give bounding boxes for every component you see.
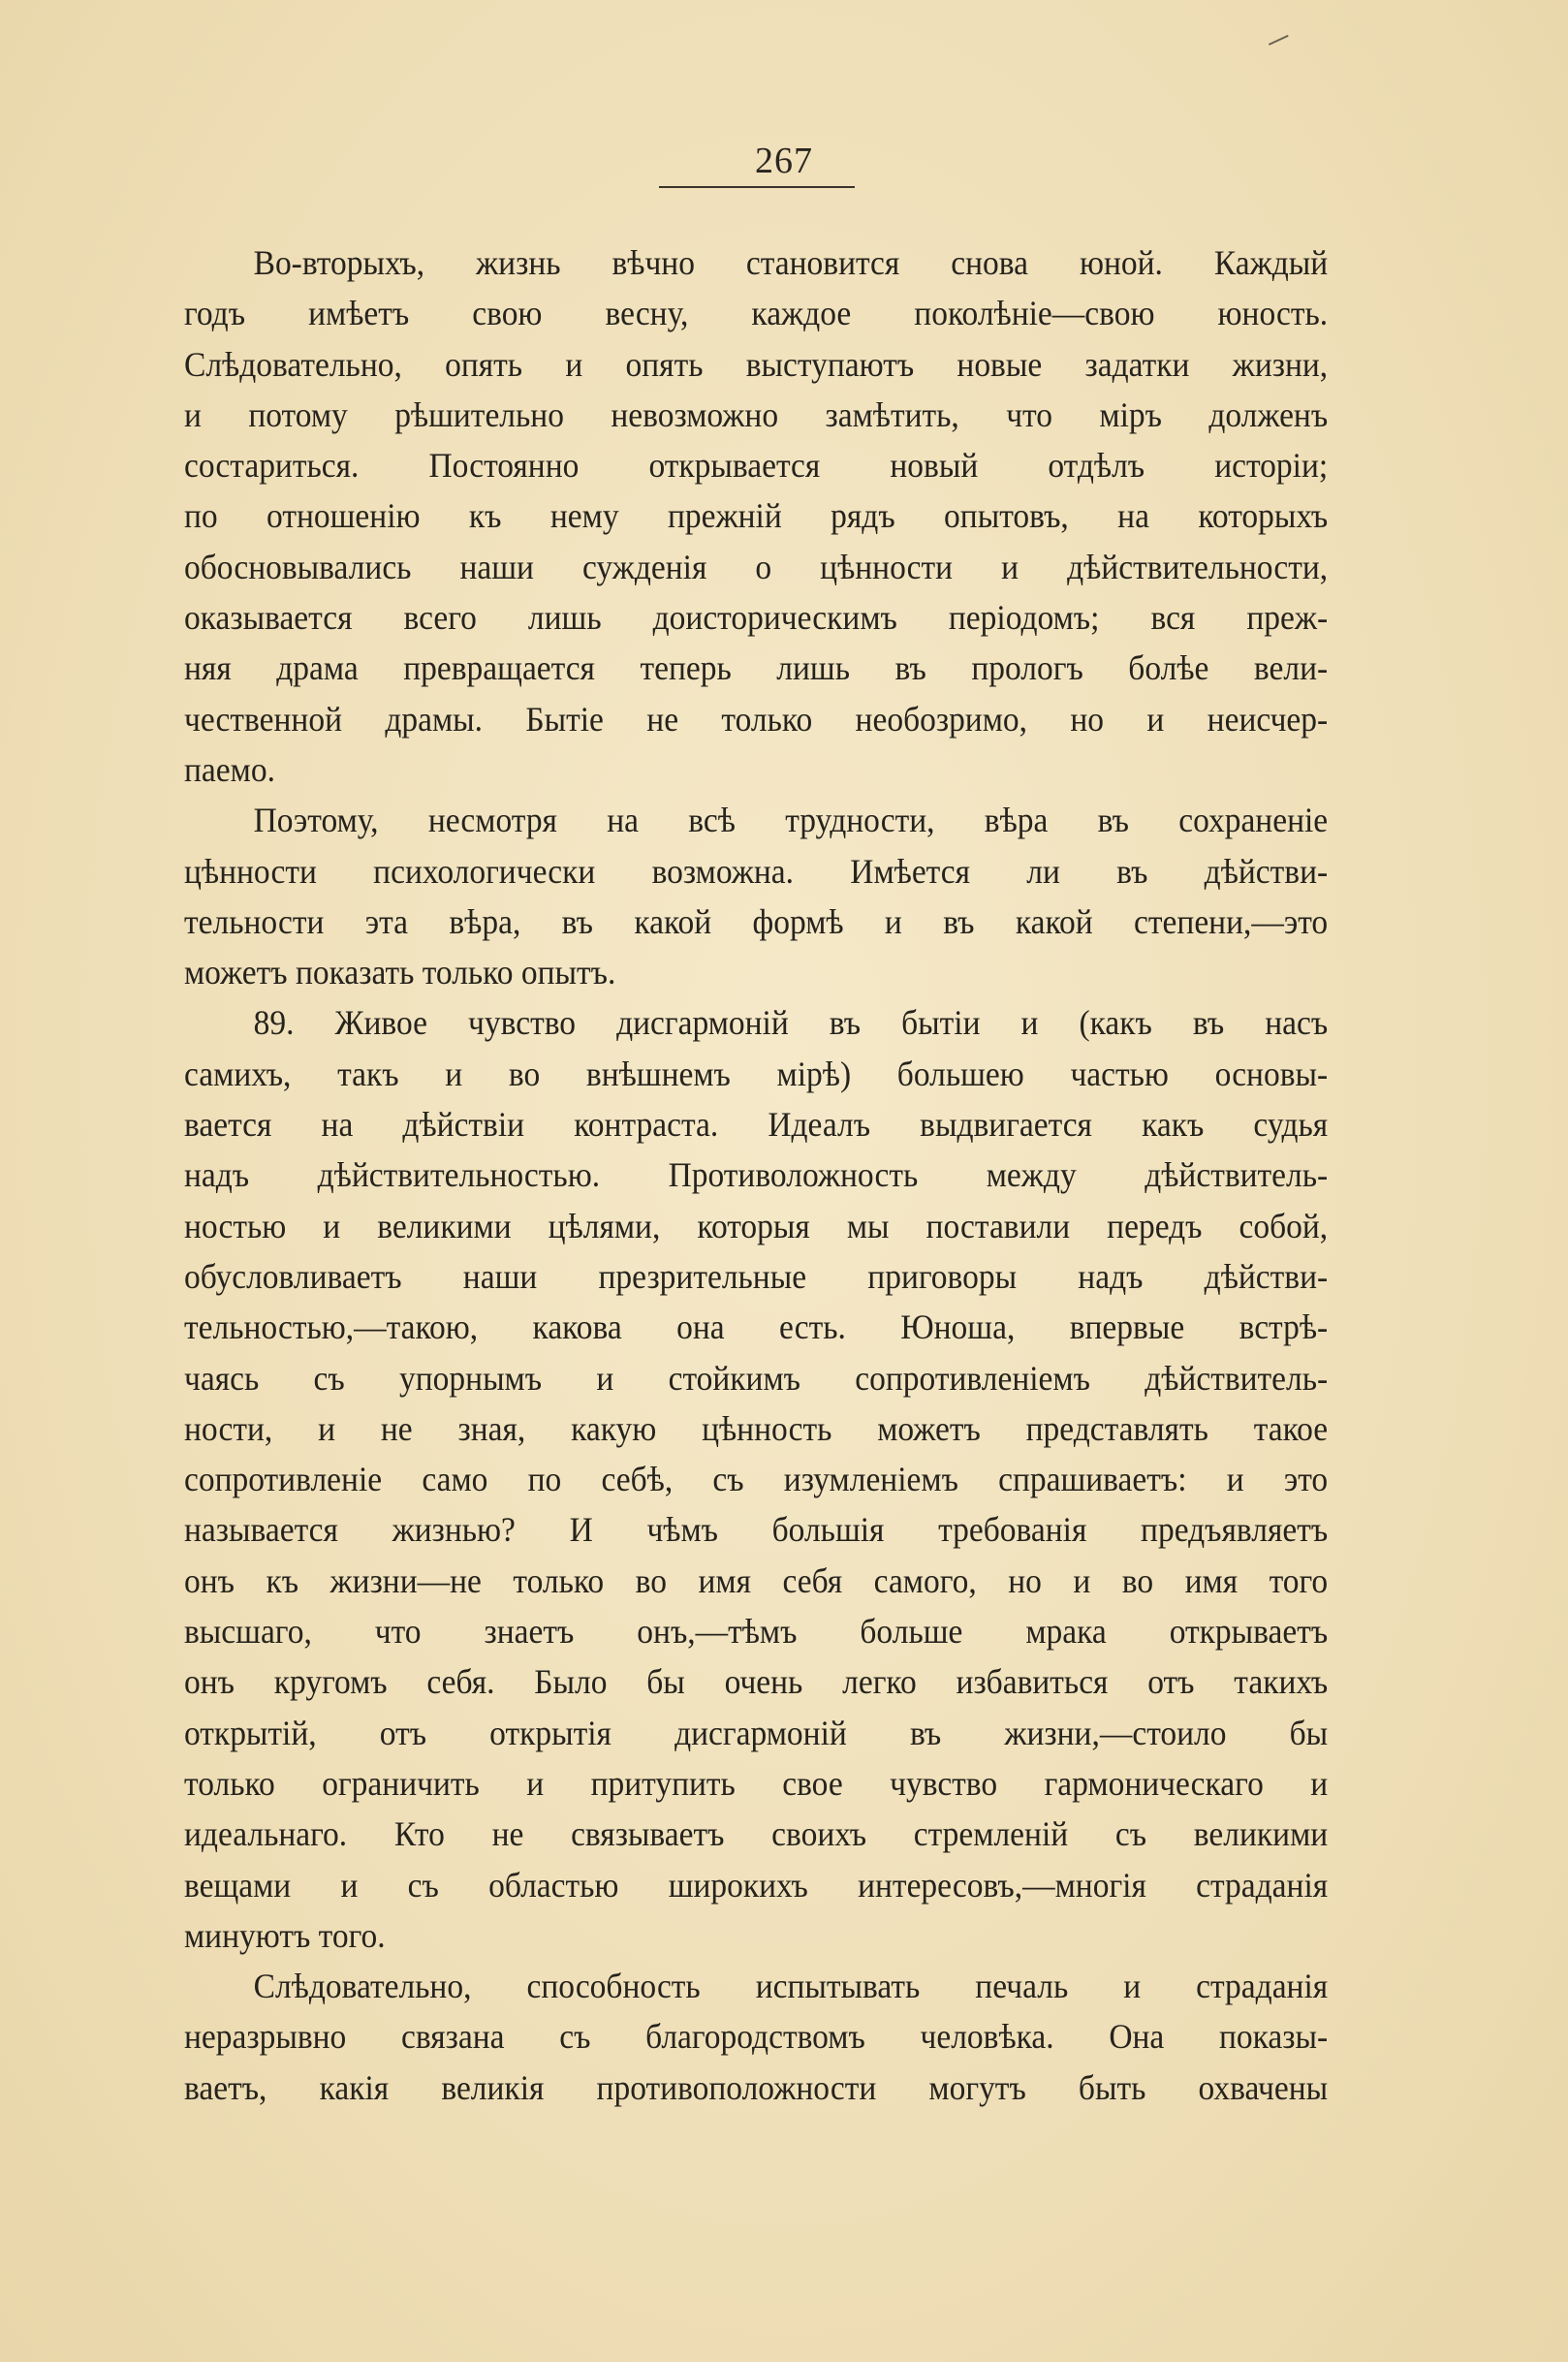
text-line: обусловливаетъ наши презрительные приговоры надъ дѣйстви- — [184, 1256, 1329, 1296]
text-line: неразрывно связана съ благородствомъ человѣка. Она показы- — [184, 2017, 1329, 2057]
paragraph-1 — [184, 237, 1328, 795]
text-line: тельностью,—такою, какова она есть. Юноша, впервые встрѣ- — [184, 1307, 1329, 1347]
header-rule — [659, 186, 855, 188]
paragraph-3 — [184, 997, 1328, 1961]
text-line: Во-вторыхъ, жизнь вѣчно становится снова юной. Каждый — [253, 243, 1329, 282]
text-line: паемо. — [184, 749, 275, 789]
text-line: идеальнаго. Кто не связываетъ своихъ стремленій съ великими — [184, 1814, 1329, 1854]
paragraph-4 — [184, 1961, 1328, 2113]
text-line: можетъ показать только опытъ. — [184, 953, 616, 992]
text-line: обосновывались наши сужденія о цѣнности и дѣйствительности, — [184, 547, 1329, 586]
text-line: надъ дѣйствительностью. Противоложность между дѣйствитель- — [184, 1155, 1329, 1195]
text-line: открытій, отъ открытія дисгармоній въ жизни,—стоило бы — [184, 1713, 1329, 1752]
text-line: сопротивленіе само по себѣ, съ изумленіемъ спрашиваетъ: и это — [184, 1460, 1329, 1499]
text-line: ности, и не зная, какую цѣнность можетъ представлять такое — [184, 1408, 1329, 1448]
text-line: Слѣдовательно, опять и опять выступаютъ новые задатки жизни, — [184, 344, 1329, 384]
text-line: ваетъ, какія великія противоположности могутъ быть охвачены — [184, 2067, 1329, 2107]
text-line: Слѣдовательно, способность испытывать печаль и страданія — [253, 1967, 1329, 2006]
text-line: чественной драмы. Бытіе не только необозримо, но и неисчер- — [184, 699, 1329, 739]
text-line: годъ имѣетъ свою весну, каждое поколѣніе—свою юность. — [184, 294, 1329, 333]
page-header — [0, 140, 1568, 182]
body-text — [184, 237, 1328, 2113]
text-line: няя драма превращается теперь лишь въ прологъ болѣе вели- — [184, 648, 1329, 688]
pencil-mark — [1269, 35, 1292, 52]
text-line: самихъ, такъ и во внѣшнемъ мірѣ) большею частью основы- — [184, 1054, 1329, 1093]
text-line: Поэтому, несмотря на всѣ трудности, вѣра въ сохраненіе — [253, 801, 1329, 840]
text-line: вается на дѣйствіи контраста. Идеалъ выдвигается какъ судья — [184, 1105, 1329, 1145]
text-line: тельности эта вѣра, въ какой формѣ и въ какой степени,—это — [184, 901, 1329, 941]
text-line: состариться. Постоянно открывается новый отдѣлъ исторіи; — [184, 446, 1329, 486]
text-line: онъ къ жизни—не только во имя себя самого, но и во имя того — [184, 1560, 1329, 1600]
text-line: оказывается всего лишь доисторическимъ періодомъ; вся преж- — [184, 598, 1329, 638]
text-line: 89. Живое чувство дисгармоній въ бытіи и (какъ въ насъ — [253, 1003, 1329, 1043]
text-line: и потому рѣшительно невозможно замѣтить, что міръ долженъ — [184, 394, 1329, 434]
text-line: чаясь съ упорнымъ и стойкимъ сопротивленіемъ дѣйствитель- — [184, 1358, 1329, 1398]
text-line: минуютъ того. — [184, 1915, 386, 1955]
text-line: по отношенію къ нему прежній рядъ опытовъ, на которыхъ — [184, 496, 1329, 536]
page-number: 267 — [755, 141, 813, 181]
text-line: цѣнности психологически возможна. Имѣется ли въ дѣйстви- — [184, 851, 1329, 891]
text-line: вещами и съ областью широкихъ интересовъ,—многія страданія — [184, 1865, 1329, 1905]
text-line: ностью и великими цѣлями, которыя мы поставили передъ собой, — [184, 1206, 1329, 1245]
text-line: только ограничить и притупить свое чувство гармоническаго и — [184, 1763, 1329, 1803]
text-line: онъ кругомъ себя. Было бы очень легко избавиться отъ такихъ — [184, 1662, 1329, 1702]
text-line: называется жизнью? И чѣмъ большія требованія предъявляетъ — [184, 1510, 1329, 1550]
paragraph-2 — [184, 795, 1328, 997]
text-line: высшаго, что знаетъ онъ,—тѣмъ больше мрака открываетъ — [184, 1612, 1329, 1652]
